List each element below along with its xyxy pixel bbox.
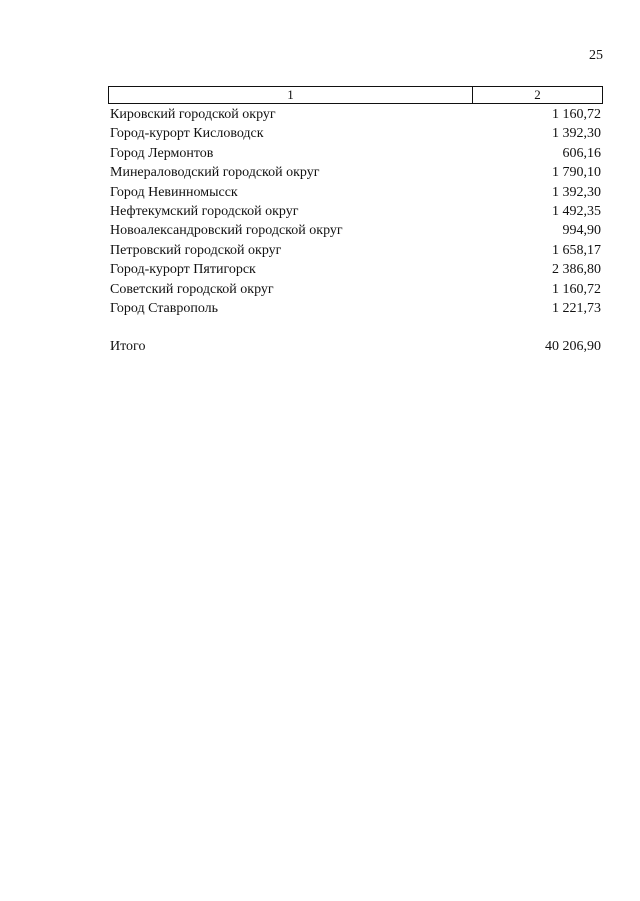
- row-value: 994,90: [562, 223, 601, 239]
- row-name: Кировский городской округ: [110, 107, 276, 122]
- row-value: 2 386,80: [552, 262, 601, 278]
- row-name: Новоалександровский городской округ: [110, 223, 343, 239]
- row-value: 1 392,30: [552, 184, 601, 200]
- row-value: 1 221,73: [552, 300, 601, 316]
- row-name: Минераловодский городской округ: [110, 165, 320, 181]
- row-name: Город Ставрополь: [110, 300, 219, 316]
- table-row: [110, 241, 601, 260]
- table-row: [110, 105, 601, 124]
- table-row: [110, 183, 601, 202]
- row-name: Нефтекумский городской округ: [110, 203, 299, 219]
- table-row: [110, 144, 601, 163]
- row-name: Город-курорт Пятигорск: [110, 262, 256, 278]
- row-value: 1 160,72: [552, 281, 601, 297]
- table-row: [110, 280, 601, 299]
- table-body: [110, 105, 601, 318]
- row-value: 1 492,35: [552, 203, 601, 219]
- row-value: 1 790,10: [552, 165, 601, 181]
- total-label: Итого: [110, 339, 146, 354]
- table-row: [110, 163, 601, 182]
- table-row: [110, 221, 601, 240]
- table-row: [110, 124, 601, 143]
- row-name: Петровский городской округ: [110, 242, 282, 258]
- row-value: 606,16: [562, 145, 601, 161]
- row-value: 1 160,72: [552, 107, 601, 122]
- row-name: Город Лермонтов: [110, 145, 214, 161]
- table-row: [110, 260, 601, 279]
- row-name: Город Невинномысск: [110, 184, 238, 200]
- table-row: [110, 202, 601, 221]
- page-number: 25: [589, 48, 603, 63]
- total-row: [110, 337, 601, 356]
- row-value: 1 392,30: [552, 126, 601, 142]
- row-name: Город-курорт Кисловодск: [110, 126, 264, 142]
- table-header: [108, 86, 603, 104]
- row-value: 1 658,17: [552, 242, 601, 258]
- row-name: Советский городской округ: [110, 281, 274, 297]
- table-row: [110, 299, 601, 318]
- column-header-1: 1: [109, 87, 473, 103]
- total-value: 40 206,90: [545, 339, 601, 354]
- column-header-2: 2: [534, 87, 541, 102]
